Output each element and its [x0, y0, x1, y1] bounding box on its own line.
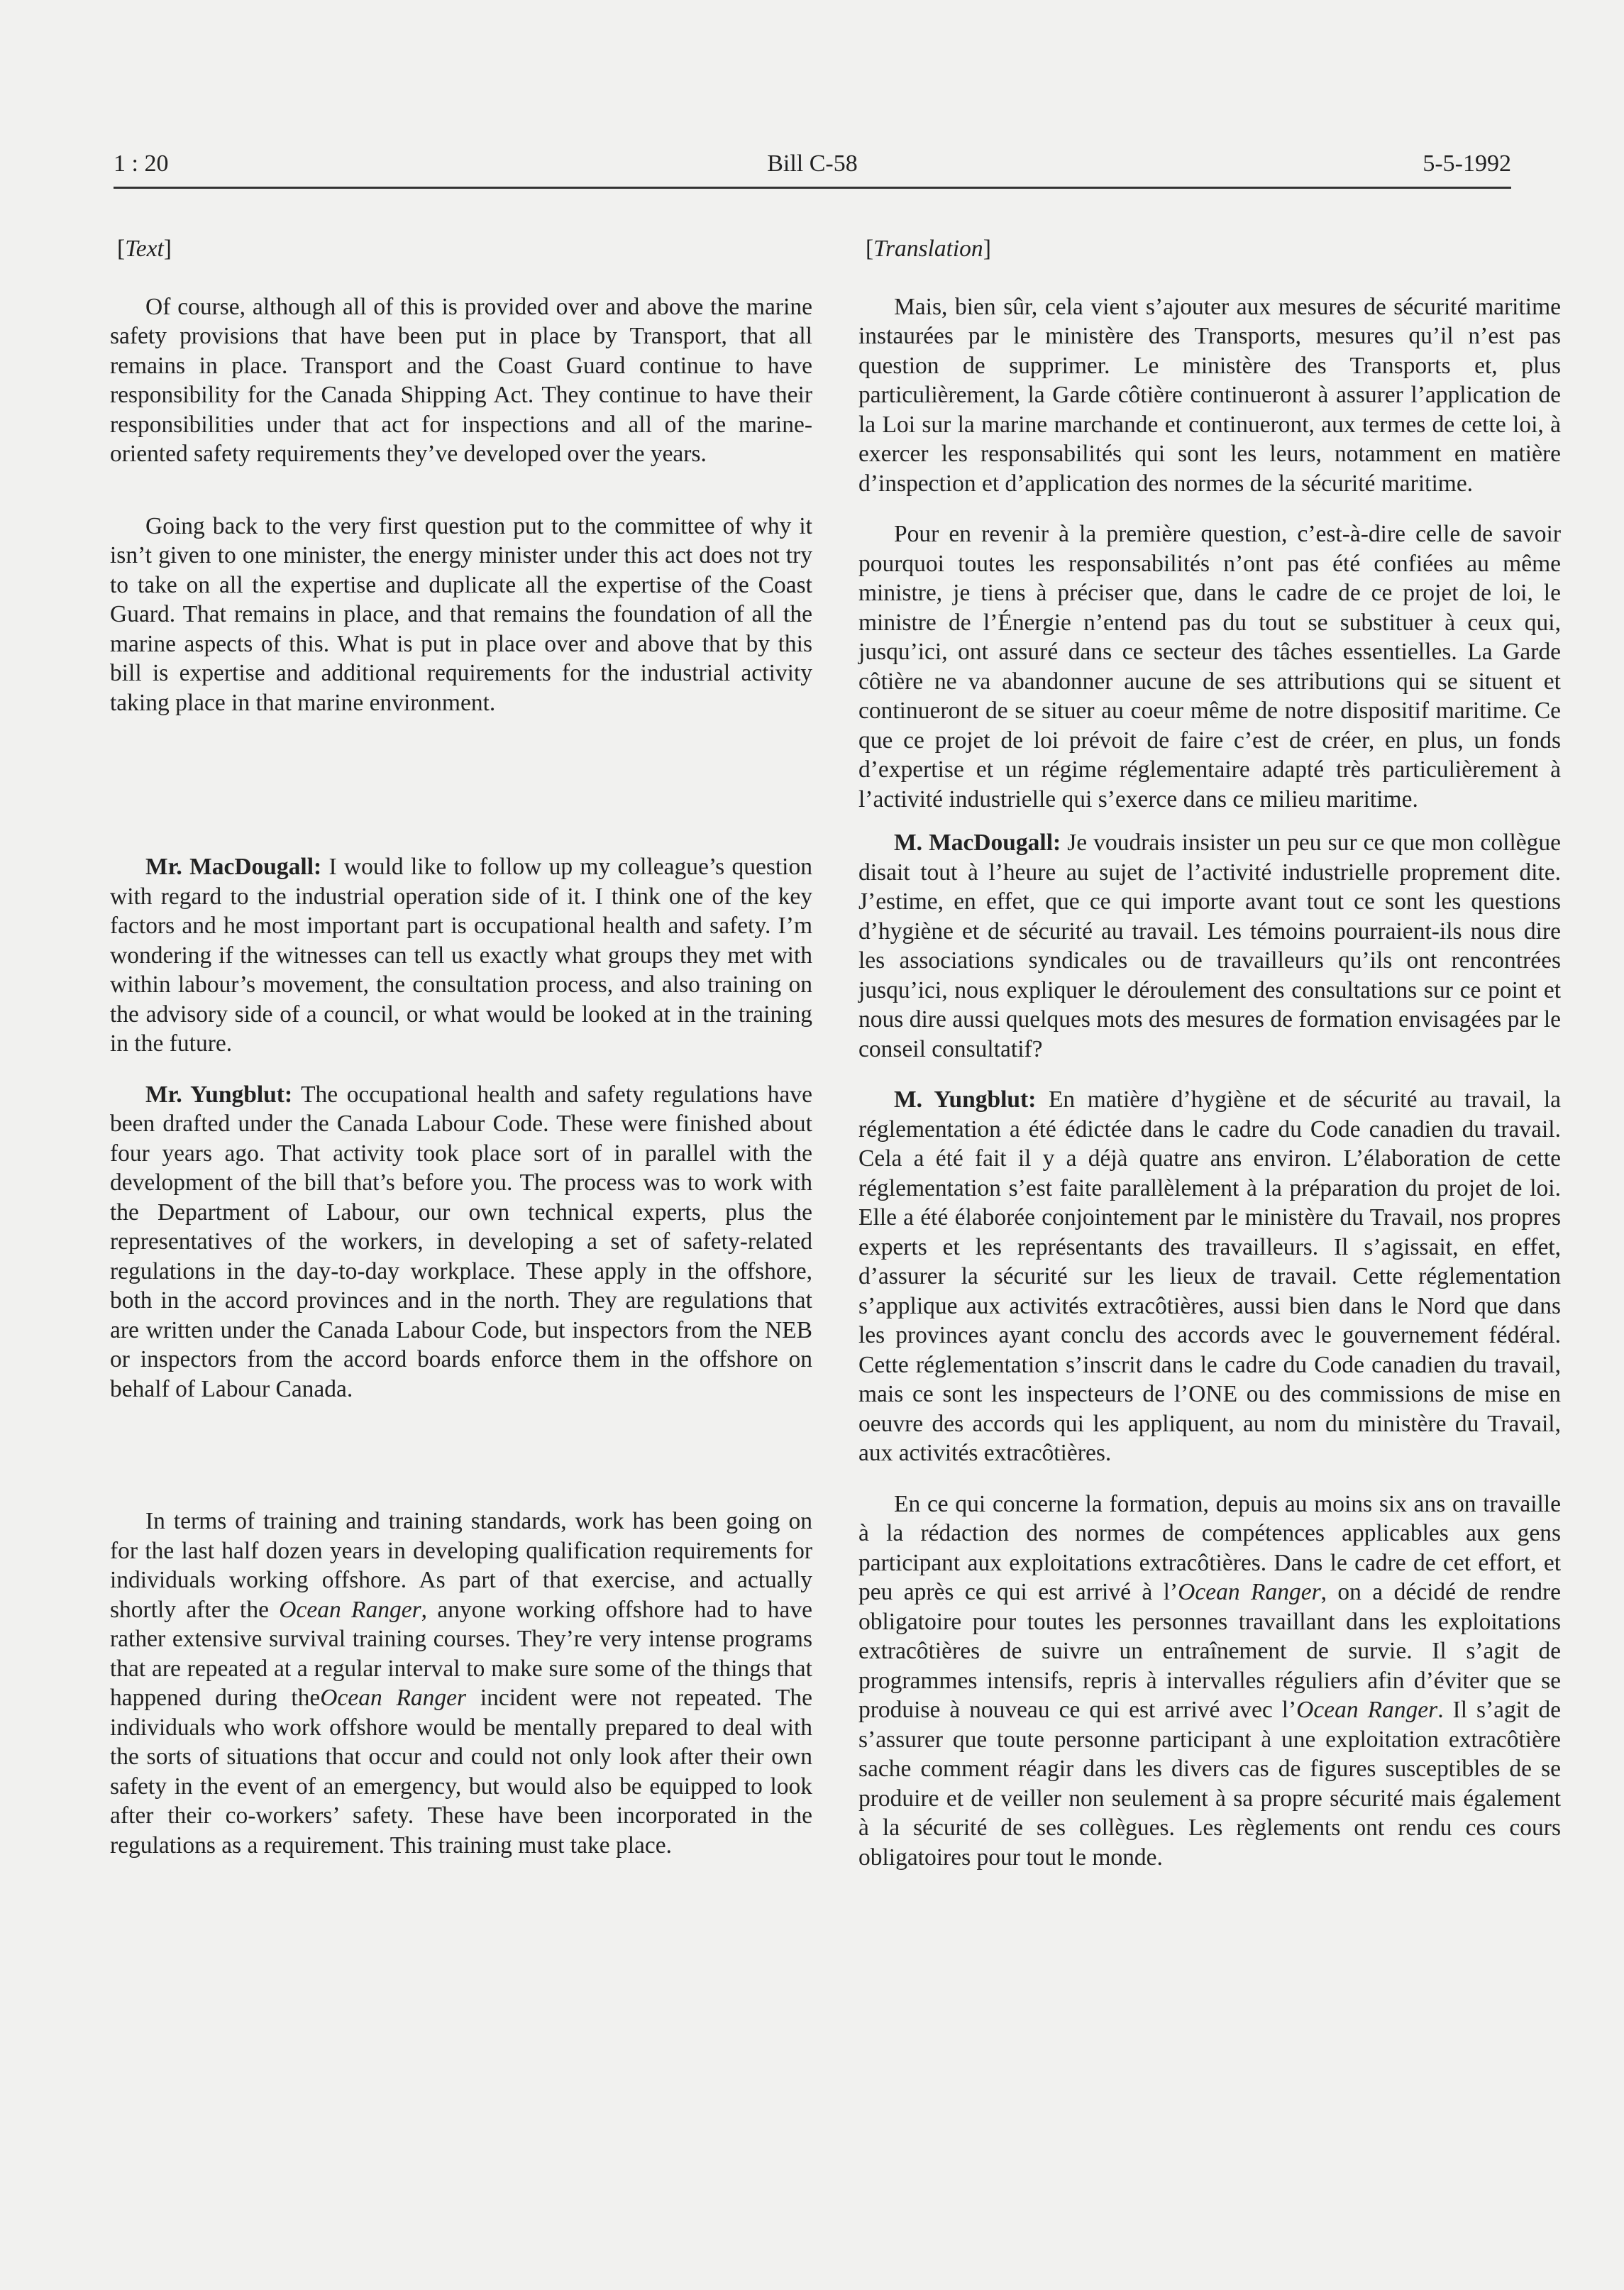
speaker-name: M. Yungblut: — [894, 1086, 1037, 1113]
bill-title: Bill C-58 — [767, 150, 858, 177]
ship-name: Ocean Ranger — [1178, 1579, 1321, 1605]
translation-label: [Translation] — [866, 236, 991, 262]
paragraph: Mr. Yungblut: The occupational health and safety regulations have been drafted under the Canada Labour Code. These were finished about four years ago. That activity took place sort of in parallel with the development of the bill that’s before you. The process was to work with the Department of Labour, our own technical experts, plus the representatives of the workers, in developing a set of safety-related regulations in the day-to-day workplace. These apply in the offshore, both in the accord provinces and in the north. They are regulations that are written under the Canada Labour Code, but inspectors from the NEB or inspectors from the accord boards enforce them in the offshore on behalf of Labour Canada. — [110, 1081, 812, 1402]
paragraph: M. MacDougall: Je voudrais insister un peu sur ce que mon collègue disait tout à l’heure au sujet de l’activité industrielle proprement dite. J’estime, en effet, que ce qui importe avant tout ce sont les questions d’hygiène et de sécurité au travail. Les témoins pourraient-ils nous dire les associations syndicales ou de travailleurs qu’ils ont rencontrées jusqu’ici, nous expliquer le déroulement des consultations sur ce point et nous dire aussi quelques mots des mesures de formation envisagées par le conseil consultatif? — [858, 830, 1562, 1062]
paragraph: Pour en revenir à la première question, c’est-à-dire celle de savoir pourquoi toutes les responsabilités n’ont pas été confiées au même ministre, je tiens à préciser que, dans le cadre de ce projet de loi, le ministre de l’Énergie n’entend pas du tout se substituer à ceux qui, jusqu’ici, ont assuré dans ce secteur des tâches essentielles. La Garde côtière ne va abandonner aucune de ses attributions qui se situent et continueront de se situer au coeur même de notre dispositif maritime. Ce que ce projet de loi prévoit de faire c’est de créer, en plus, un fonds d’expertise et un régime réglementaire adapté très particulièrement à l’activité industrielle qui s’exerce dans ce milieu maritime. — [858, 521, 1561, 813]
text-label: [Text] — [117, 236, 172, 262]
page-number: 1 : 20 — [114, 150, 169, 177]
french-column — [858, 234, 1561, 1872]
paragraph: M. Yungblut: En matière d’hygiène et de sécurité au travail, la réglementation a été édictée dans le cadre du Code canadien du travail. Cela a été fait il y a déjà quatre ans environ. L’élaboration de cette réglementation s’est faite parallèlement à la préparation du projet de loi. Elle a été élaborée conjointement par le ministère du Travail, nos propres experts et les représentants des travailleurs. Il s’agissait, en effet, d’assurer la sécurité sur les lieux de travail. Cette réglementation s’applique aux activités extracôtières, aussi bien dans le Nord que dans les provinces ayant conclu des accords avec le gouvernement fédéral. Cette réglementation s’inscrit dans le cadre du Code canadien du travail, mais ce sont les inspecteurs de l’ONE ou des commissions de mise en oeuvre des accords qui les appliquent, au nom du ministère du Travail, aux activités extracôtières. — [858, 1086, 1561, 1466]
ship-name: Ocean Ranger — [279, 1596, 421, 1623]
header-rule — [114, 187, 1511, 189]
paragraph: Going back to the very first question put to the committee of why it isn’t given to one minister, the energy minister under this act does not try to take on all the expertise and duplicate all the expertise of the Coast Guard. That remains in place, and that remains the foundation of all the marine aspects of this. What is put in place over and above that by this bill is expertise and additional requirements for the industrial activity taking place in that marine environment. — [110, 512, 812, 716]
header-date: 5-5-1992 — [1423, 150, 1511, 177]
english-column — [110, 234, 812, 1860]
ship-name: Ocean Ranger — [1296, 1697, 1438, 1723]
paragraph: Mais, bien sûr, cela vient s’ajouter aux mesures de sécurité maritime instaurées par le ministère des Transports, mesures qu’il n’est pas question de supprimer. Le ministère des Transports et, plus particulièrement, la Garde côtière continueront à assurer l’application de la Loi sur la marine marchande et continueront, aux termes de cette loi, à exercer les responsabilités qui sont les leurs, notamment en matière d’inspection et d’application des normes de la sécurité maritime. — [858, 293, 1561, 497]
paragraph: En ce qui concerne la formation, depuis au moins six ans on travaille à la rédaction des normes de compétences applicables aux gens participant aux exploitations extracôtières. Dans le cadre de cet effort, et peu après ce qui est arrivé à l’Ocean Ranger, on a décidé de rendre obligatoire pour toutes les personnes travaillant dans les exploitations extracôtières de suivre un entraînement de survie. Il s’agit de programmes intensifs, repris à intervalles réguliers afin d’éviter que se produise à nouveau ce qui est arrivé avec l’Ocean Ranger. Il s’agit de s’assurer que toute personne participant à une exploitation extracôtière sache comment réagir dans les divers cas de figures susceptibles de se produire et de veiller non seulement à sa propre sécurité mais également à la sécurité de ses collègues. Les règlements ont rendu ces cours obligatoires pour tout le monde. — [858, 1490, 1561, 1871]
ship-name: Ocean Ranger — [320, 1685, 467, 1711]
speaker-name: M. MacDougall: — [894, 830, 1061, 856]
speaker-name: Mr. Yungblut: — [145, 1081, 293, 1108]
paragraph: Of course, although all of this is provided over and above the marine safety provisions that have been put in place by Transport, that all remains in place. Transport and the Coast Guard continue to have responsibility for the Canada Shipping Act. They continue to have their responsibilities under that act for inspections and all of the marine-oriented safety requirements they’ve developed over the years. — [110, 293, 812, 467]
paragraph: Mr. MacDougall: I would like to follow up my colleague’s question with regard to the industrial operation side of it. I think one of the key factors and he most important part is occupational health and safety. I’m wondering if the witnesses can tell us exactly what groups they met with within labour’s movement, the consultation process, and also training on the advisory side of a council, or what would be looked at in the training in the future. — [110, 854, 812, 1057]
page-header — [114, 150, 1511, 186]
speaker-name: Mr. MacDougall: — [145, 854, 322, 880]
paragraph: In terms of training and training standards, work has been going on for the last half dozen years in developing qualification requirements for individuals working offshore. As part of that exercise, and actually shortly after the Ocean Ranger, anyone working offshore had to have rather extensive survival training courses. They’re very intense programs that are repeated at a regular interval to make sure some of the things that happened during theOcean Ranger incident were not repeated. The individuals who work offshore would be mentally prepared to deal with the sorts of situations that occur and could not only look after their own safety in the event of an emergency, but would also be equipped to look after their co-workers’ safety. These have been incorporated in the regulations as a requirement. This training must take place. — [110, 1508, 813, 1859]
